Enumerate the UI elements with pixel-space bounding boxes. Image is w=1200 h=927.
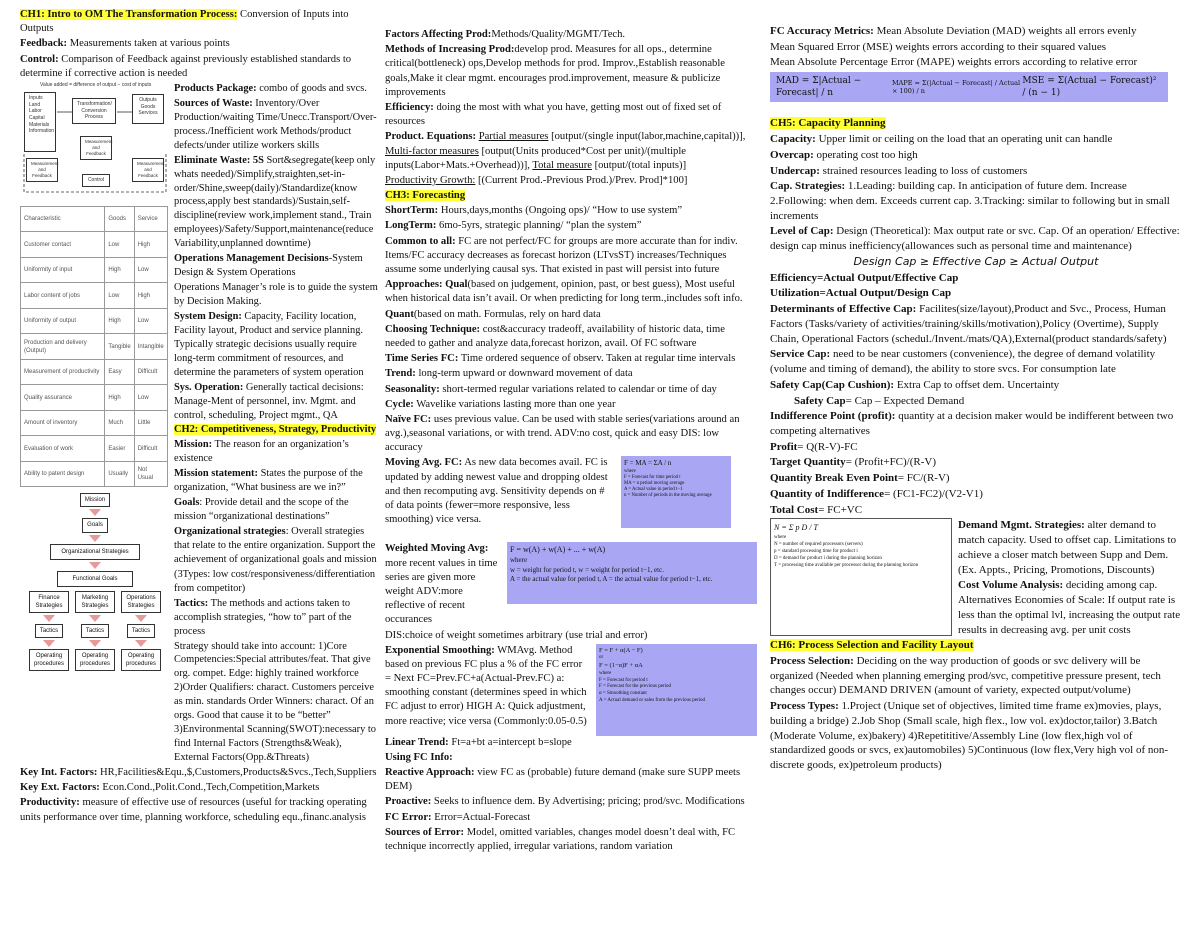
column-3: FC Accuracy Metrics: Mean Absolute Deviation (MAD) weights all errors evenly Mean Squared Error (MSE) weights errors according to their squared values Mean Absolute Percentage Error (MAPE) weights errors according to relative error MAD = Σ|Actual − Forecast| / n MAPE = Σ(|Actual − Forecast| / Actual × 100) / n MSE = Σ(Actual − Forecast)² / (n − 1) CH5: Capacity Planning Capacity: Upper limit or ceiling on the load that an operating unit can handle Overcap: operating cost too high Undercap: strained resources leading to loss of customers Cap. Strategies: 1.Leading: building cap. In anticipation of future dem. Increase 2.Following: when dem. Exceeds current cap. 3.Tracking: similar to following but in small increments Level of Cap: Design (Theoretical): Max output rate or svc. Cap. Of an operation/ Effective: design cap minus inefficiency(allowances such as personal time and maintenance) Design Cap ≥ Effective Cap ≥ Actual Output Efficiency=Actual Output/Effective Cap Utilization=Actual Output/Design Cap Determinants of Effective Cap: Facilites(size/layout),Product and Svc., Process, Human Factors (Tasks/variety of activities/training/skills/motivation),Policy (Overtime), Supply Chain, Operational Factors (schedul./Invent./mats/QA),External(product standards/safety) Service Cap: need to be near customers (convenience), the degree of demand volatility (volume and timing of demand), the ability to store svcs. For consumption late Safety Cap(Cap Cushion): Extra Cap to offset dem. Uncertainty Safety Cap= Cap – Expected Demand Indifference Point (profit): quantity at a decision maker would be indifferent between two competing alternatives Profit= Q(R-V)-FC Target Quantity= (Profit+FC)/(R-V) Quantity Break Even Point= FC/(R-V) Quantity of Indifference= (FC1-FC2)/(V2-V1) Total Cost= FC+VC N = Σ p D / T where N = number of required processors (servers) p = standard processing time for product i D = demand for product i during the planning horizon T = processing time available per processor during the planning horizon Demand Mgmt. Strategies: alter demand to match capacity. Used to offset cap. Limitations to achieve a closer match between Supp and Dem. (Ex. Appts., Pricing, Promotions, Discounts) Cost Volume Analysis: deciding among cap. Alternatives Economies of Scale: If output rate is less than the optimal lvl, increasing the output rate results in decreasing avg. per unit costs CH6: Process Selection and Facility Layout Process Selection: Deciding on the way production of goods or svc delivery will be organized (Needed when planning emerging prod/svc, competitive pressure present, tech changes occur) DEMAND DRIVEN (amount of variety, expected output/volume) Process Types: 1.Project (Unique set of objectives, limited time frame ex)movies, plays, building a bridge) 2.Job Shop (Small scale, high flex., low vol. ex)doctor,tailor) 3.Batch (Moderate Volume, ex)bakery) 4)Repetititive/Assembly Line (low flex,high vol of standardized goods or svcs, ex)automobiles) 5)Continuous (low flex,Very high vol of non-discrete goods, ex)petroleum products) xyxy=(770,25,1181,772)
ch2-heading: CH2: Competitiveness, Strategy, Productivity xyxy=(174,424,377,436)
table-row: Ability to patent design Usually Not Usual xyxy=(21,461,168,487)
flow-branch-marketing: Marketing Strategies Tactics Operating procedures xyxy=(75,591,115,671)
goods-vs-services-table xyxy=(20,206,168,488)
column-1-text: Products Package: combo of goods and svcs. Sources of Waste: Inventory/Over Production/waiting Time/Unecc.Transport/Over-process./Inefficient work Methods/product defects/under utilize workers skills Eliminate Waste: 5S Sort&segregate(keep only whats needed)/Simplify,straighten,set-in-order/Shine,sweep(daily)/Standardize(know process,apply best standards)/Sustain,self-discipline(review work,implement stand., Train employees)/Safety/Support,maintenance(reduce Variability,unplanned downtime) Operations Management Decisions-System Design & System Operations Operations Manager’s role is to guide the system by Decision Making. System Design: Capacity, Facility location, Facility layout, Product and service planning. Typically strategic decisions usually require long-term commitment of resources, and determine the parameters of system operation Sys. Operation: Generally tactical decisions: Manage-Ment of personnel, inv. Mgmt. and control, scheduling, Project mgmt., QA CH2: Competitiveness, Strategy, Productivity Mission: The reason for an organization’s existence Mission statement: States the purpose of the organization, “What business are we in?” Goals: Provide detail and the scope of the mission “organizational destinations” Organizational strategies: Overall strategies that relate to the entire organization. Support the achievement of organizational goals and mission (3Types: low cost/responsiveness/differentiation from competitor) Tactics: The methods and actions taken to accomplish strategies, “how to” part of the process Strategy should take into account: 1)Core Competencies:Special attributes/feat. That give org. compet. Edge: highly trained workforce 2)Order Qualifiers: charact. Customers perceive as min. standards Order Winners: charact. Of an orgs. Good that cause it to be “better” 3)Environmental Scanning(SWOT):necessary to find Internal Factors (Strengths&Weak), External Factors(Opp.&Threats) xyxy=(174,82,378,763)
ch5-heading: CH5: Capacity Planning xyxy=(770,117,886,130)
flow-org-strategies: Organizational Strategies xyxy=(50,544,139,560)
ch1-paragraph: CH1: Intro to OM The Transformation Process: Conversion of Inputs into Outputs xyxy=(20,9,349,35)
left-figures xyxy=(20,82,170,671)
moving-average-formula: F = MA = ΣA / n where F = Forecast for time period t MA = n period moving average A = Actual value in period t−1 n = Number of periods in the moving average xyxy=(621,456,731,528)
inputs-box: Inputs Land Labor Capital Materials Information xyxy=(24,92,56,152)
measure-box-1: Measurement and Feedback xyxy=(26,158,58,182)
measure-box-2: Measurement and Feedback xyxy=(80,136,112,160)
flow-arrow xyxy=(89,562,101,569)
outputs-box: Outputs Goods Services xyxy=(132,94,164,124)
flow-functional-goals: Functional Goals xyxy=(57,571,132,587)
ch3-heading: CH3: Forecasting xyxy=(385,190,466,202)
transformation-diagram xyxy=(20,82,170,200)
table-row: Uniformity of input High Low xyxy=(21,257,168,283)
ch1-heading: CH1: Intro to OM The Transformation Process: xyxy=(20,9,238,20)
processors-formula: N = Σ p D / T where N = number of required processors (servers) p = standard processing time for product i D = demand for product i during the planning horizon T = processing time available per processor during the planning horizon xyxy=(770,518,952,636)
table-row: Customer contact Low High xyxy=(21,232,168,258)
table-row: Amount of inventory Much Little xyxy=(21,410,168,436)
diagram-arrows xyxy=(20,82,170,200)
table-row: Evaluation of work Easier Difficult xyxy=(21,436,168,462)
strategy-flowchart xyxy=(20,493,170,670)
column-1: CH1: Intro to OM The Transformation Process: Conversion of Inputs into Outputs Feedback: Measurements taken at various points Control: Comparison of Feedback against previously established standards to determine if corrective action is needed Value added = difference of output − cost of inputs Inputs Land Labor Capital Materials Information Transformation/ Conversion Process Outputs Goods Services Measurement and Feedback Measurement and Feedback Measurement and Feedback Control Characteristic Goods Service Customer contact Low High Uniformity of input High Low Labor content of jobs Low High Uniformity of output High Low Production and delivery (Output) Tangible Intangible Measurement of productivity Easy Difficult Quality assurance High Low Amount of inventory Much Little Evaluation of work Easier Difficult Ability to patent design Usually Not Usual Mission Goals Organizational Strategies Functional Goals Finance Strategies Tactics Operating procedures Marketing Strategies Tactics Operating procedures Operations Strategies Tactics Operating procedures Products Package: combo of goods and svcs. Sources of Waste: Inventory/Over Production/waiting Time/Unecc.Transport/Over-process./Inefficient work Methods/product defects/under utilize workers skills Eliminate Waste: 5S Sort&segregate(keep only whats needed)/Simplify,straighten,set-in-order/Shine,sweep(daily)/Standardize(know process,apply best standards)/Sustain,self-discipline(review work,implement stand., Train employees)/Safety/Support,maintenance(reduce Variability,unplanned downtime) Operations Management Decisions-System Design & System Operations Operations Manager’s role is to guide the system by Decision Making. System Design: Capacity, Facility location, Facility layout, Product and service planning. Typically strategic decisions usually require long-term commitment of resources, and determine the parameters of system operation Sys. Operation: Generally tactical decisions: Manage-Ment of personnel, inv. Mgmt. and control, scheduling, Project mgmt., QA CH2: Competitiveness, Strategy, Productivity Mission: The reason for an organization’s existence Mission statement: States the purpose of the organization, “What business are we in?” Goals: Provide detail and the scope of the mission “organizational destinations” Organizational strategies: Overall strategies that relate to the entire organization. Support the achievement of organizational goals and mission (3Types: low cost/responsiveness/differentiation from competitor) Tactics: The methods and actions taken to accomplish strategies, “how to” part of the process Strategy should take into account: 1)Core Competencies:Special attributes/feat. That give org. compet. Edge: highly trained workforce 2)Order Qualifiers: charact. Customers perceive as min. standards Order Winners: charact. Of an orgs. Good that cause it to be “better” 3)Environmental Scanning(SWOT):necessary to find Internal Factors (Strengths&Weak), External Factors(Opp.&Threats) Key Int. Factors: HR,Facilities&Equ.,$,Customers,Products&Svcs.,Tech,Suppliers Key Ext. Factors: Econ.Cond.,Polit.Cond.,Tech,Competition,Markets Productivity: measure of effective use of resources (useful for tracking operating units performance over time, planning workforce, scheduling equ.,financ.analysis xyxy=(20,9,378,823)
process-box: Transformation/ Conversion Process xyxy=(72,98,116,124)
ch6-heading: CH6: Process Selection and Facility Layout xyxy=(770,639,974,652)
table-row: Production and delivery (Output) Tangible Intangible xyxy=(21,334,168,360)
flow-mission: Mission xyxy=(80,493,110,507)
measure-box-3: Measurement and Feedback xyxy=(132,158,164,182)
table-row: Uniformity of output High Low xyxy=(21,308,168,334)
accuracy-formulas: MAD = Σ|Actual − Forecast| / n MAPE = Σ(|Actual − Forecast| / Actual × 100) / n MSE = Σ(Actual − Forecast)² / (n − 1) xyxy=(770,72,1168,102)
diagram-caption: Value added = difference of output − cost of inputs xyxy=(40,81,152,88)
column-2: Factors Affecting Prod:Methods/Quality/MGMT/Tech. Methods of Increasing Prod:develop prod. Measures for all ops., determine critical(bottleneck) ops,Develop methods for prod. Improv.,Establish reasonable goals,Make it clear mgmt. encourages prod.improvement, measure & publicize improvements Efficiency: doing the most with what you have, getting most out of fixed set of resources Product. Equations: Partial measures [output/(single input(labor,machine,capital))], Multi-factor measures [output(Units produced*Cost per unit)/(multiple inputs(Labor+Mats.+Overhead))], Total measure [output/(total inputs)] Productivity Growth: [(Current Prod.-Previous Prod.)/Prev. Prod]*100] CH3: Forecasting ShortTerm: Hours,days,months (Ongoing ops)/ “How to use system” LongTerm: 6mo-5yrs, strategic planning/ “plan the system” Common to all: FC are not perfect/FC for groups are more accurate than for indiv. Items/FC accuracy decreases as forecast horizon (LTvsST) increases/Techniques assume some underlying causal sys. That existed in past will persist into future Approaches: Qual(based on judgement, opinion, past, or best guess), Most useful when historical data isn’t avail. Or when predicting for long term.,includes soft info. Quant(based on math. Formulas, rely on hard data Choosing Technique: cost&accuracy tradeoff, availability of historic data, time needed to gather and analyze data,forecast horizon, avail. Of FC software Time Series FC: Time ordered sequence of observ. Taken at regular time intervals Trend: long-term upward or downward movement of data Seasonality: short-termed regular variations related to calendar or time of day Cycle: Wavelike variations lasting more than one year Naïve FC: uses previous value. Can be used with stable series(variations around an avg.),seasonal variations, or with trend. ADV:no cost, quick and easy DIS: low accuracy Moving Avg. FC: As new data becomes avail. FC is updated by adding newest value and dropping oldest and then recomputing avg. Sensitivity depends on # of data points (fewer=more responsive, less smoothing) vice versa. F = MA = ΣA / n where F = Forecast for time period t MA = n period moving average A = Actual value in period t−1 n = Number of periods in the moving average Weighted Moving Avg: more recent values in time series are given more weight ADV:more reflective of recent occurances F = w(A) + w(A) + ... + w(A) where w = weight for period t, w = weight for period t−1, etc. A = the actual value for period t, A = the actual value for period t−1, etc. DIS:choice of weight sometimes arbitrary (use trial and error) Exponential Smoothing: WMAvg. Method based on previous FC plus a % of the FC error = Next FC=Prev.FC+a(Actual-Prev.FC) a: smoothing constant (determines speed in which FC adjust to error) HIGH A: Quick adjustment, more reactive; vice versa (Commonly:0.05-0.5) F = F + α(A − F) or F = (1−α)F + αA where F = Forecast for period t F = Forecast for the previous period α = Smoothing constant A = Actual demand or sales from the previous period Linear Trend: Ft=a+bt a=intercept b=slope Using FC Info: Reactive Approach: view FC as (probable) future demand (make sure SUPP meets DEM) Proactive: Seeks to influence dem. By Advertising; pricing; prod/svc. Modifications FC Error: Error=Actual-Forecast Sources of Error: Model, omitted variables, changes model doesn’t deal with, FC technique incorrectly applied, irregular variations, random variation xyxy=(385,28,757,855)
table-row: Measurement of productivity Easy Difficult xyxy=(21,359,168,385)
exponential-smoothing-formula: F = F + α(A − F) or F = (1−α)F + αA where F = Forecast for period t F = Forecast for the previous period α = Smoothing constant A = Actual demand or sales from the previous period xyxy=(596,644,757,736)
flow-goals: Goals xyxy=(82,518,108,532)
flow-arrow xyxy=(89,509,101,516)
control-box: Control xyxy=(82,174,110,187)
flow-branches xyxy=(29,591,161,671)
flow-arrow xyxy=(89,535,101,542)
table-row: Quality assurance High Low xyxy=(21,385,168,411)
table-header: Characteristic Goods Service xyxy=(21,206,168,232)
flow-branch-finance: Finance Strategies Tactics Operating procedures xyxy=(29,591,69,671)
flow-branch-operations: Operations Strategies Tactics Operating procedures xyxy=(121,591,161,671)
table-row: Labor content of jobs Low High xyxy=(21,283,168,309)
weighted-moving-average-formula: F = w(A) + w(A) + ... + w(A) where w = weight for period t, w = weight for period t−1, etc. A = the actual value for period t, A = the actual value for period t−1, etc. xyxy=(507,542,757,604)
